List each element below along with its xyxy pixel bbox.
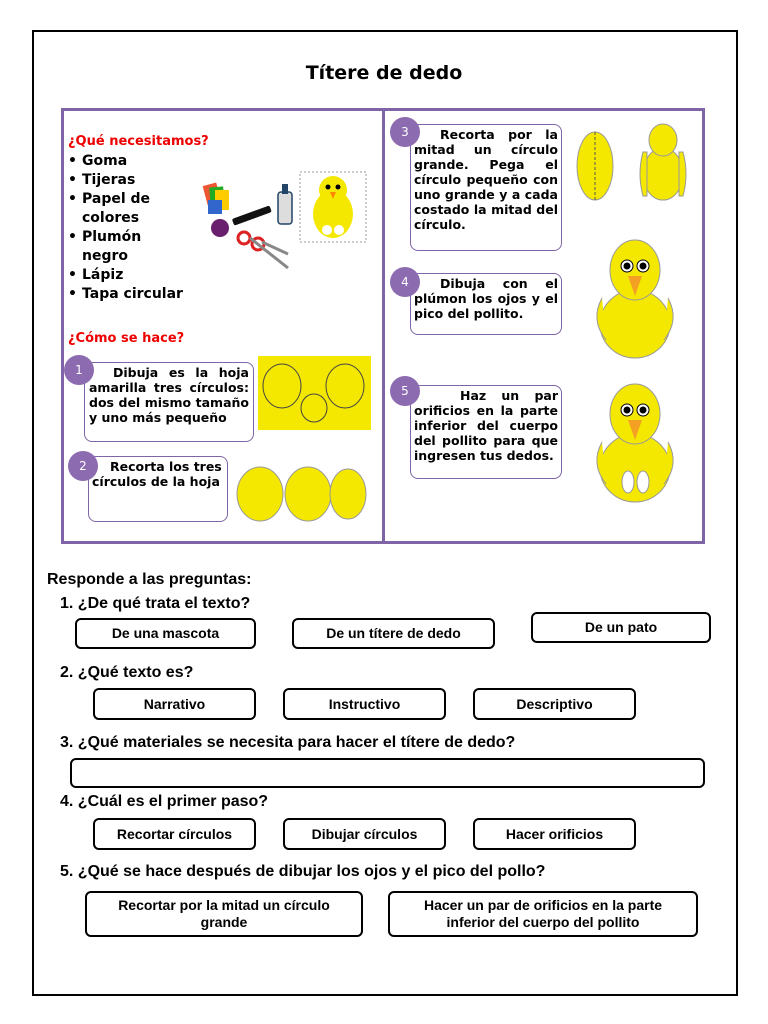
card-divider (382, 108, 385, 544)
list-item: • Lápiz (66, 266, 183, 285)
question-3: 3. ¿Qué materiales se necesita para hacer el títere de dedo? (60, 734, 516, 751)
step-2-picture (236, 466, 376, 522)
q2-option-narrativo[interactable]: Narrativo (93, 688, 256, 720)
step-1-picture (258, 356, 371, 430)
step-2-text: Recorta los tres círculos de la hoja (88, 456, 228, 522)
questions-heading: Responde a las preguntas: (47, 571, 252, 588)
step-5-badge: 5 (390, 376, 420, 406)
page-title: Títere de dedo (305, 62, 463, 84)
question-1: 1. ¿De qué trata el texto? (60, 595, 251, 612)
materials-picture (200, 172, 370, 277)
step-4-text: Dibuja con el plúmon los ojos y el pico del pollito. (410, 273, 562, 335)
step-5-text: Haz un par orificios en la parte inferior del cuerpo del pollito para que ingresen tus dedos. (410, 385, 562, 479)
materials-heading: ¿Qué necesitamos? (68, 134, 209, 149)
list-item: • Goma (66, 152, 183, 171)
q1-option-mascota[interactable]: De una mascota (75, 618, 256, 649)
q1-option-pato[interactable]: De un pato (531, 612, 711, 643)
step-1-text: Dibuja es la hoja amarilla tres círculos: dos del mismo tamaño y uno más pequeño (84, 362, 254, 442)
q4-option-orificios[interactable]: Hacer orificios (473, 818, 636, 850)
how-heading: ¿Cómo se hace? (68, 331, 185, 346)
step-4-picture (590, 240, 680, 360)
q4-option-dibujar[interactable]: Dibujar círculos (283, 818, 446, 850)
step-1-badge: 1 (64, 355, 94, 385)
question-2: 2. ¿Qué texto es? (60, 664, 194, 681)
q4-option-recortar[interactable]: Recortar círculos (93, 818, 256, 850)
list-item: • Tapa circular (66, 285, 183, 304)
materials-list (66, 152, 183, 304)
q5-option-recortar[interactable]: Recortar por la mitad un círculo grande (85, 891, 363, 937)
q5-option-orificios[interactable]: Hacer un par de orificios en la parte inferior del cuerpo del pollito (388, 891, 698, 937)
q2-option-descriptivo[interactable]: Descriptivo (473, 688, 636, 720)
step-4-badge: 4 (390, 267, 420, 297)
step-3-text: Recorta por la mitad un círculo grande. Pega el círculo pequeño con uno grande y a cada costado la mitad del círculo. (410, 124, 562, 251)
q1-option-titere[interactable]: De un títere de dedo (292, 618, 495, 649)
question-4: 4. ¿Cuál es el primer paso? (60, 793, 269, 810)
step-2-badge: 2 (68, 451, 98, 481)
question-5: 5. ¿Qué se hace después de dibujar los ojos y el pico del pollo? (60, 863, 546, 880)
list-item: • Tijeras (66, 171, 183, 190)
q3-answer-field[interactable] (70, 758, 705, 788)
step-5-picture (590, 384, 680, 504)
q2-option-instructivo[interactable]: Instructivo (283, 688, 446, 720)
step-3-picture (575, 122, 690, 202)
step-3-badge: 3 (390, 117, 420, 147)
list-item: • Plumón negro (66, 228, 162, 266)
list-item: • Papel de colores (66, 190, 162, 228)
